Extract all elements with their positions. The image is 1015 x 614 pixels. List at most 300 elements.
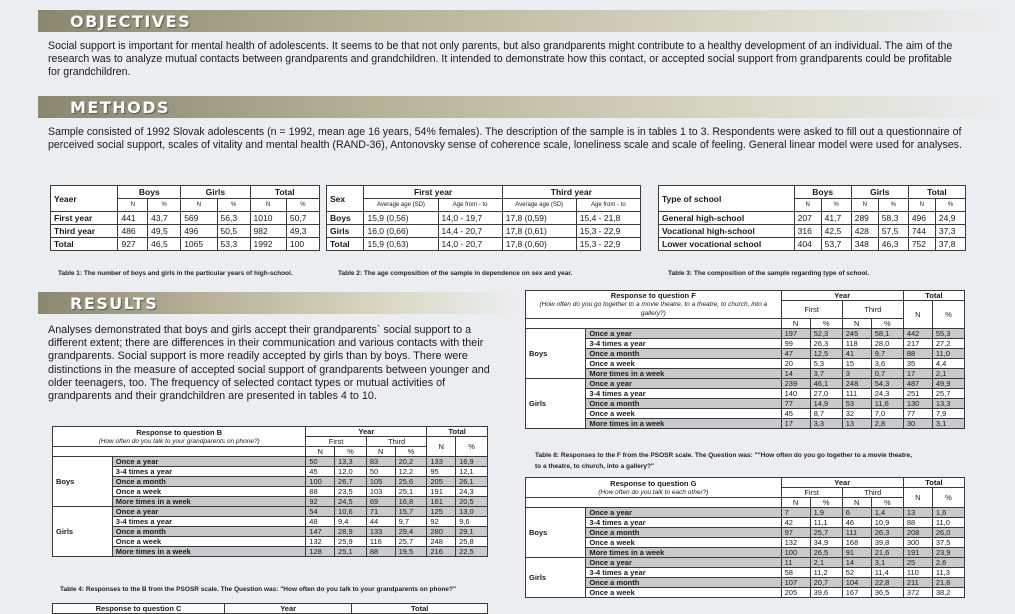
cell: 140	[781, 389, 810, 399]
row-label: Once a year	[586, 558, 781, 568]
cell: 13,3	[335, 457, 367, 467]
cell: 71	[366, 507, 395, 517]
cell: 88	[306, 487, 335, 497]
cell: 217	[903, 339, 932, 349]
row-label: 3-4 times a year	[586, 339, 781, 349]
table4-third: Third	[366, 437, 427, 447]
cell: 11,2	[810, 568, 842, 578]
row-label: Vocational high-school	[659, 225, 795, 238]
cell: 24,5	[335, 497, 367, 507]
cell: 191	[427, 487, 456, 497]
table8-pct: %	[810, 319, 842, 329]
cell: 132	[781, 538, 810, 548]
cell: 58	[781, 568, 810, 578]
methods-title: METHODS	[70, 98, 171, 117]
cell: 20,5	[456, 497, 488, 507]
cell: 25,1	[395, 487, 427, 497]
row-label: Once a month	[112, 527, 306, 537]
table-row	[53, 467, 488, 477]
row-label: Once a month	[586, 399, 781, 409]
table4-question-cell	[53, 427, 306, 447]
row-label: Once a week	[586, 359, 781, 369]
results-text: Analyses demonstrated that boys and girls accept their grandparents` social support to a different extent; there are differences in their communication and various contacts with their grandparents. Social support is more readily accepted by girls than by boys. There were distinctions in the measure of accepted social support of grandparents between younger and older teenagers, too. The frequency of selected contact types or mutual activities of grandparents and their grandchildren are presented in tables 4 to 10.	[48, 324, 490, 403]
cell: 14,0 - 20,7	[438, 238, 502, 251]
table-row	[53, 507, 488, 517]
cell: 52	[842, 568, 871, 578]
cell: 50	[306, 457, 335, 467]
cell: 442	[903, 329, 932, 339]
table8-first: First	[781, 301, 842, 319]
cell: 289	[851, 212, 878, 225]
cell: 404	[794, 238, 821, 251]
cell: 428	[851, 225, 878, 238]
table-row	[526, 508, 965, 518]
row-label: Once a week	[586, 588, 781, 598]
table2-header-sex: Sex	[327, 186, 364, 212]
row-label: Boys	[327, 212, 364, 225]
table1-subheader: %	[148, 199, 181, 212]
cell: 19,5	[395, 547, 427, 557]
table-9	[525, 477, 965, 598]
table4-pct: %	[335, 447, 367, 457]
row-label: First year	[51, 212, 118, 225]
table-row	[526, 369, 965, 379]
cell: 2,1	[810, 558, 842, 568]
cell: 49,5	[148, 225, 181, 238]
cell: 191	[903, 548, 932, 558]
cell: 9,7	[395, 517, 427, 527]
cell: 15,3 - 22,9	[576, 225, 640, 238]
cell: 35	[903, 359, 932, 369]
cell: 13,3	[932, 399, 964, 409]
cell: 15,4 - 21,8	[576, 212, 640, 225]
cell: 15	[842, 359, 871, 369]
table2-header-first-year: First year	[364, 186, 502, 199]
cell: 77	[903, 409, 932, 419]
table9-n: N	[842, 498, 871, 508]
table4-year: Year	[306, 427, 427, 437]
cell: 7,0	[871, 409, 903, 419]
table-row	[51, 238, 320, 251]
cell: 100	[781, 548, 810, 558]
cell: 3	[842, 369, 871, 379]
cell: 103	[366, 487, 395, 497]
cell: 16,0 (0,66)	[364, 225, 438, 238]
cell: 53,3	[217, 238, 250, 251]
cell: 1,9	[810, 508, 842, 518]
table4-caption: Table 4: Responses to the B from the PSOSR scale. The Question was: "How often do you talk to your grandparents on phone?"	[60, 586, 457, 593]
cell: 211	[903, 578, 932, 588]
table4-total-n: N	[427, 437, 456, 457]
table8-title: Response to question F	[610, 291, 696, 300]
cell: 43,7	[148, 212, 181, 225]
row-label: Once a year	[586, 329, 781, 339]
table8-caption-line1: Table 8: Responses to the F from the PSOSR scale. The Question was: ""How often do you go together to a movie theatre,	[535, 452, 912, 459]
cell: 10,6	[335, 507, 367, 517]
table2-subheader: Age from - to	[576, 199, 640, 212]
cell: 14	[842, 558, 871, 568]
cell: 17	[781, 419, 810, 429]
cell: 6	[842, 508, 871, 518]
cell: 105	[366, 477, 395, 487]
cell: 52,3	[810, 329, 842, 339]
table1-subheader: %	[217, 199, 250, 212]
cell: 13	[842, 419, 871, 429]
cell: 13,0	[456, 507, 488, 517]
table1-subheader: N	[118, 199, 148, 212]
table-row	[53, 517, 488, 527]
cell: 88	[366, 547, 395, 557]
table4-total-pct: %	[456, 437, 488, 457]
table-5	[52, 603, 488, 614]
cell: 104	[842, 578, 871, 588]
cell: 216	[427, 547, 456, 557]
cell: 17,8 (0,59)	[502, 212, 576, 225]
row-label: 3-4 times a year	[586, 568, 781, 578]
cell: 54,3	[871, 379, 903, 389]
table1-header-total: Total	[250, 186, 319, 199]
table-row	[526, 538, 965, 548]
table3-subheader: N	[851, 199, 878, 212]
table-row	[526, 329, 965, 339]
cell: 12,0	[335, 467, 367, 477]
cell: 26,5	[810, 548, 842, 558]
table2-subheader: Age from - to	[438, 199, 502, 212]
cell: 55,3	[932, 329, 964, 339]
table3-subheader: %	[821, 199, 851, 212]
table-row	[526, 409, 965, 419]
cell: 42	[781, 518, 810, 528]
cell: 41	[842, 349, 871, 359]
table2-header-third-year: Third year	[502, 186, 640, 199]
cell: 46,5	[148, 238, 181, 251]
cell: 300	[903, 538, 932, 548]
cell: 17,8 (0,60)	[502, 238, 576, 251]
cell: 9,6	[456, 517, 488, 527]
table-row	[53, 547, 488, 557]
cell: 37,3	[935, 225, 965, 238]
cell: 26,3	[871, 528, 903, 538]
table8-caption-line2: to a theatre, to church, into a gallery?"	[535, 463, 655, 470]
cell: 744	[908, 225, 935, 238]
row-label: More times in a week	[586, 369, 781, 379]
table8-n: N	[842, 319, 871, 329]
cell: 57,5	[878, 225, 908, 238]
cell: 26,3	[810, 339, 842, 349]
cell: 15,3 - 22,9	[576, 238, 640, 251]
cell: 11,0	[932, 349, 964, 359]
cell: 316	[794, 225, 821, 238]
cell: 45	[306, 467, 335, 477]
row-label: Total	[51, 238, 118, 251]
group-label: Girls	[53, 507, 113, 557]
cell: 12,2	[395, 467, 427, 477]
cell: 58,3	[878, 212, 908, 225]
cell: 22,8	[871, 578, 903, 588]
cell: 46,3	[878, 238, 908, 251]
cell: 3,1	[871, 558, 903, 568]
cell: 88	[903, 518, 932, 528]
objectives-title: OBJECTIVES	[70, 12, 192, 31]
cell: 28,9	[335, 527, 367, 537]
cell: 15,7	[395, 507, 427, 517]
table1-subheader: %	[286, 199, 319, 212]
row-label: Once a week	[112, 537, 306, 547]
cell: 91	[842, 548, 871, 558]
methods-text: Sample consisted of 1992 Slovak adolescents (n = 1992, mean age 16 years, 54% females). The description of the sample is in tables 1 to 3. Respondents were asked to fill out a questionnaire of perceived social support, scales of vitality and mental health (RAND-36), Antonovsky sense of coherence scale, loneliness scale and scale of feeling. General linear model were used for analyses.	[48, 126, 962, 151]
cell: 982	[250, 225, 286, 238]
row-label: Once a week	[112, 487, 306, 497]
cell: 125	[427, 507, 456, 517]
table1-header-girls: Girls	[181, 186, 250, 199]
table8-year: Year	[781, 291, 903, 301]
cell: 25,8	[456, 537, 488, 547]
cell: 37,8	[935, 238, 965, 251]
cell: 3,6	[871, 359, 903, 369]
row-label: Once a year	[586, 508, 781, 518]
cell: 205	[427, 477, 456, 487]
table-8	[525, 290, 965, 429]
table3-subheader: N	[794, 199, 821, 212]
cell: 26,0	[932, 528, 964, 538]
table5-year: Year	[225, 604, 352, 614]
cell: 10,9	[871, 518, 903, 528]
group-label: Boys	[53, 457, 113, 507]
table-row	[526, 399, 965, 409]
table3-subheader: %	[935, 199, 965, 212]
cell: 11,6	[871, 399, 903, 409]
cell: 16,9	[456, 457, 488, 467]
objectives-header	[38, 10, 1008, 32]
table9-year: Year	[781, 478, 903, 488]
group-label: Boys	[526, 329, 586, 379]
cell: 205	[781, 588, 810, 598]
row-label: Girls	[327, 225, 364, 238]
group-label: Boys	[526, 508, 586, 558]
cell: 14,0 - 19,7	[438, 212, 502, 225]
table8-n: N	[781, 319, 810, 329]
cell: 46	[842, 518, 871, 528]
cell: 25,6	[395, 477, 427, 487]
table-row	[526, 419, 965, 429]
cell: 11,3	[932, 568, 964, 578]
table3-header-total: Total	[908, 186, 965, 199]
cell: 251	[903, 389, 932, 399]
cell: 1065	[181, 238, 217, 251]
row-label: Total	[327, 238, 364, 251]
table9-total-pct: %	[932, 488, 964, 508]
table-row	[51, 225, 320, 238]
group-label: Girls	[526, 379, 586, 429]
cell: 1992	[250, 238, 286, 251]
cell: 21,6	[871, 548, 903, 558]
cell: 17,8 (0,61)	[502, 225, 576, 238]
cell: 3,3	[810, 419, 842, 429]
table9-total-n: N	[903, 488, 932, 508]
cell: 3,1	[932, 419, 964, 429]
cell: 486	[118, 225, 148, 238]
cell: 132	[306, 537, 335, 547]
table-row	[526, 578, 965, 588]
cell: 167	[842, 588, 871, 598]
cell: 11,0	[932, 518, 964, 528]
cell: 207	[794, 212, 821, 225]
table4-first: First	[306, 437, 367, 447]
cell: 53	[842, 399, 871, 409]
table9-first: First	[781, 488, 842, 498]
table9-pct: %	[810, 498, 842, 508]
table5-title: Response to question C	[53, 604, 225, 614]
cell: 38,2	[932, 588, 964, 598]
cell: 20,7	[810, 578, 842, 588]
table-row	[659, 212, 966, 225]
cell: 23,5	[335, 487, 367, 497]
cell: 92	[306, 497, 335, 507]
cell: 47	[781, 349, 810, 359]
table-row	[659, 225, 966, 238]
cell: 441	[118, 212, 148, 225]
cell: 41,7	[821, 212, 851, 225]
row-label: Once a year	[112, 507, 306, 517]
table-row	[659, 238, 966, 251]
cell: 5,3	[810, 359, 842, 369]
table-row	[526, 528, 965, 538]
cell: 12,5	[810, 349, 842, 359]
cell: 372	[903, 588, 932, 598]
cell: 46,1	[810, 379, 842, 389]
cell: 2,6	[932, 558, 964, 568]
cell: 54	[306, 507, 335, 517]
row-label: 3-4 times a year	[112, 467, 306, 477]
cell: 16,8	[395, 497, 427, 507]
cell: 14,4 - 20,7	[438, 225, 502, 238]
row-label: Once a week	[586, 409, 781, 419]
cell: 116	[366, 537, 395, 547]
cell: 39,8	[871, 538, 903, 548]
cell: 17	[903, 369, 932, 379]
row-label: More times in a week	[112, 497, 306, 507]
table3-caption: Table 3: The composition of the sample regarding type of school.	[668, 270, 870, 277]
cell: 1,4	[871, 508, 903, 518]
table-row	[526, 359, 965, 369]
cell: 15,9 (0,56)	[364, 212, 438, 225]
table-row	[53, 497, 488, 507]
cell: 56,3	[217, 212, 250, 225]
cell: 110	[903, 568, 932, 578]
table8-third: Third	[842, 301, 903, 319]
cell: 21,6	[932, 578, 964, 588]
table2-subheader: Average age (SD)	[364, 199, 438, 212]
table-row	[53, 477, 488, 487]
cell: 118	[842, 339, 871, 349]
table3-header-girls: Girls	[851, 186, 908, 199]
table-3	[658, 185, 966, 251]
row-label: Lower vocational school	[659, 238, 795, 251]
cell: 24,9	[935, 212, 965, 225]
cell: 1,6	[932, 508, 964, 518]
cell: 3,7	[810, 369, 842, 379]
cell: 239	[781, 379, 810, 389]
cell: 24,3	[871, 389, 903, 399]
table3-subheader: %	[878, 199, 908, 212]
table2-caption: Table 2: The age composition of the sample in dependence on sex and year.	[338, 270, 573, 277]
cell: 37,5	[932, 538, 964, 548]
table9-n: N	[781, 498, 810, 508]
cell: 36,5	[871, 588, 903, 598]
table-row	[526, 339, 965, 349]
cell: 25,7	[810, 528, 842, 538]
results-title: RESULTS	[70, 294, 159, 313]
table-row	[526, 389, 965, 399]
cell: 107	[781, 578, 810, 588]
cell: 26,7	[335, 477, 367, 487]
table4-n: N	[306, 447, 335, 457]
table-row	[51, 212, 320, 225]
cell: 69	[366, 497, 395, 507]
objectives-text: Social support is important for mental health of adolescents. It seems to be that not only parents, but also grandparents might contribute to a healthy development of an individual. The aim of the research was to analyze mutual contacts between grandparents and grandchildren. It intended to demonstrate how this contact, or accepted social support from grandparents could be profitable for grandchildren.	[48, 40, 953, 78]
cell: 13	[903, 508, 932, 518]
cell: 39,6	[810, 588, 842, 598]
cell: 24,3	[456, 487, 488, 497]
table8-pct: %	[871, 319, 903, 329]
cell: 25,9	[335, 537, 367, 547]
table1-header-year: Yeaer	[51, 186, 118, 212]
cell: 49,9	[932, 379, 964, 389]
cell: 34,9	[810, 538, 842, 548]
row-label: More times in a week	[586, 548, 781, 558]
cell: 49,3	[286, 225, 319, 238]
cell: 133	[366, 527, 395, 537]
cell: 7,9	[932, 409, 964, 419]
cell: 20,2	[395, 457, 427, 467]
cell: 32	[842, 409, 871, 419]
cell: 130	[903, 399, 932, 409]
cell: 348	[851, 238, 878, 251]
table8-total-pct: %	[932, 301, 964, 329]
table9-pct: %	[871, 498, 903, 508]
table4-question: (How often do you talk to your grandparents on phone?)	[98, 437, 260, 445]
cell: 12,1	[456, 467, 488, 477]
cell: 29,1	[456, 527, 488, 537]
cell: 25	[903, 558, 932, 568]
cell: 111	[842, 528, 871, 538]
cell: 100	[286, 238, 319, 251]
cell: 487	[903, 379, 932, 389]
cell: 128	[306, 547, 335, 557]
row-label: Once a month	[586, 528, 781, 538]
table-1	[50, 185, 320, 251]
cell: 245	[842, 329, 871, 339]
row-label: 3-4 times a year	[112, 517, 306, 527]
cell: 97	[781, 528, 810, 538]
table-row	[327, 212, 641, 225]
cell: 752	[908, 238, 935, 251]
table4-n: N	[366, 447, 395, 457]
cell: 14,9	[810, 399, 842, 409]
cell: 168	[842, 538, 871, 548]
cell: 48	[306, 517, 335, 527]
row-label: General high-school	[659, 212, 795, 225]
cell: 92	[427, 517, 456, 527]
cell: 248	[427, 537, 456, 547]
cell: 14	[781, 369, 810, 379]
table-row	[53, 457, 488, 467]
row-label: Once a week	[586, 538, 781, 548]
cell: 208	[903, 528, 932, 538]
cell: 496	[181, 225, 217, 238]
group-label: Girls	[526, 558, 586, 598]
cell: 95	[427, 467, 456, 477]
